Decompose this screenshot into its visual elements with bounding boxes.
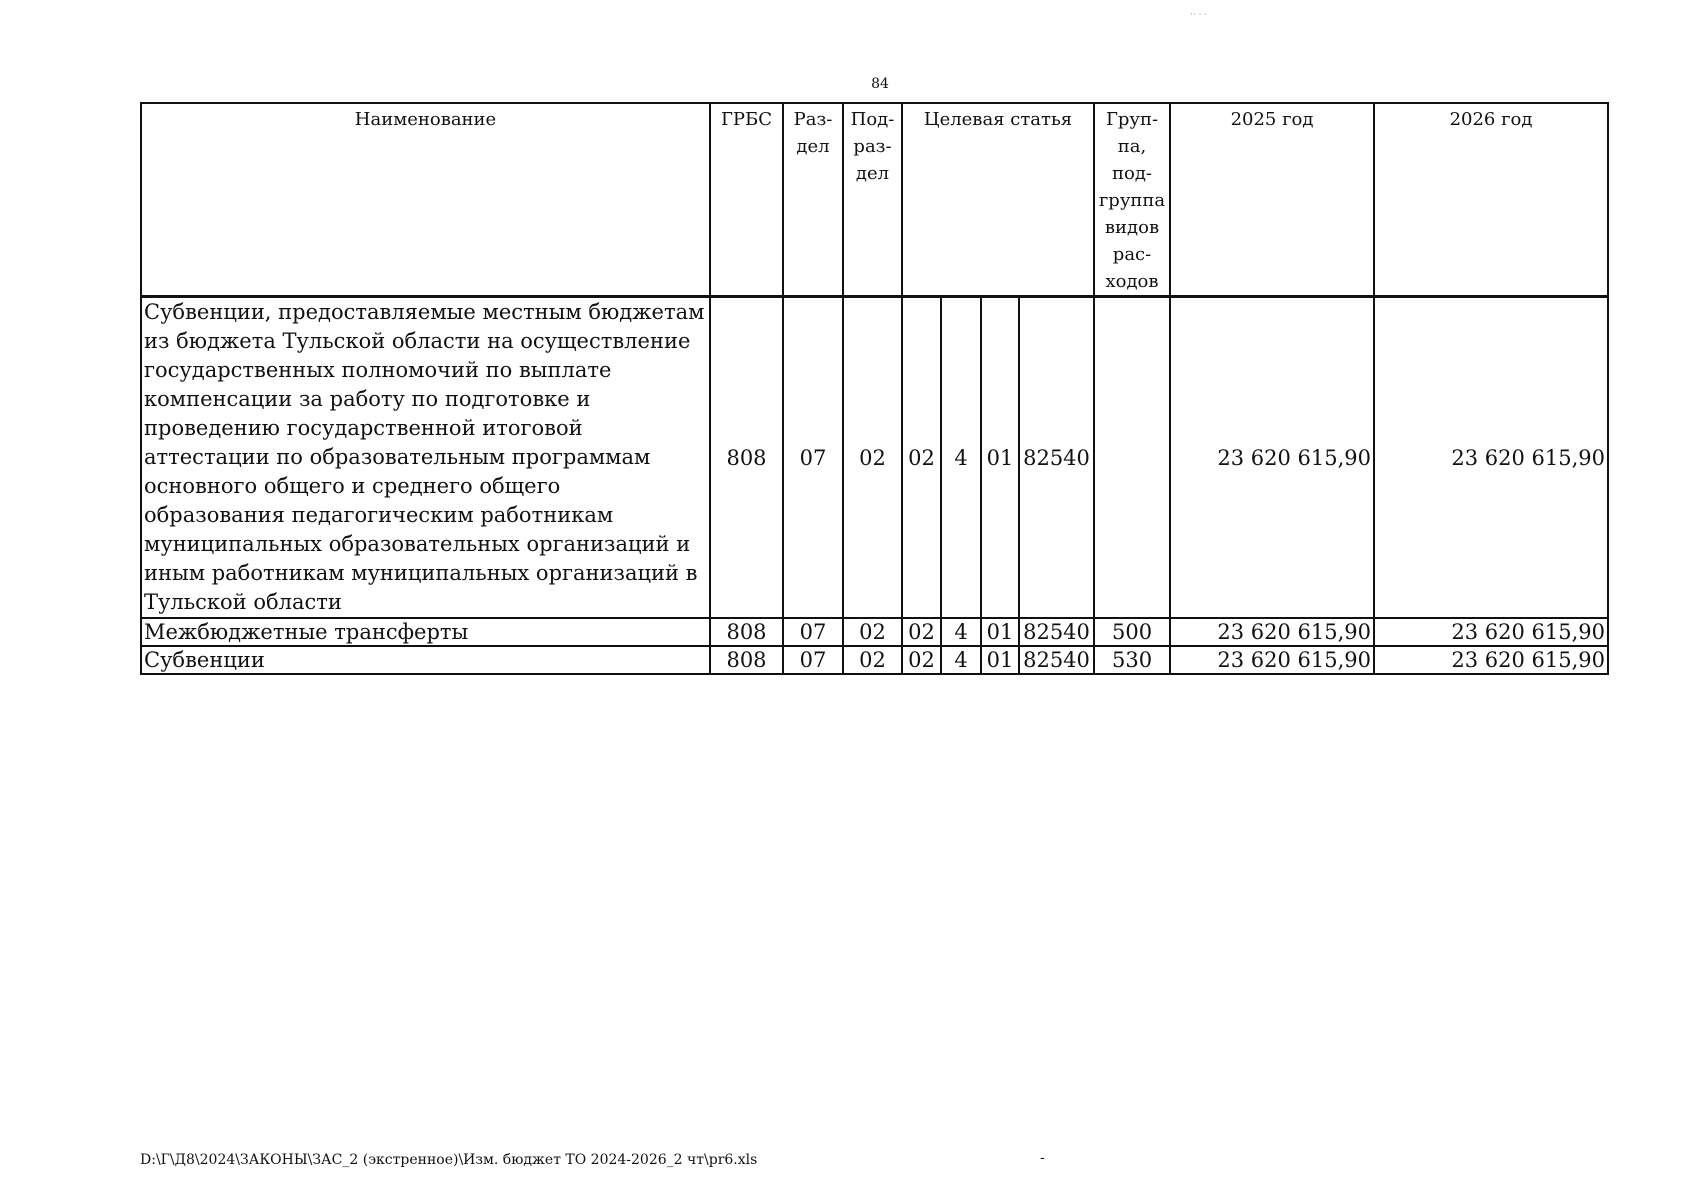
row-target-4: 82540 [1019, 618, 1094, 646]
file-path-footer: D:\Г\Д8\2024\ЗАКОНЫ\ЗАС_2 (экстренное)\Изм. бюджет ТО 2024-2026_2 чт\pr6.xls [140, 1152, 758, 1168]
row-grbs: 808 [710, 297, 783, 619]
row-name: Межбюджетные трансферты [141, 618, 710, 646]
table-row [141, 646, 1608, 674]
row-amount-2025: 23 620 615,90 [1170, 646, 1374, 674]
page-number: 84 [871, 76, 889, 92]
row-amount-2026: 23 620 615,90 [1374, 618, 1608, 646]
row-amount-2026: 23 620 615,90 [1374, 297, 1608, 619]
row-target-4: 82540 [1019, 646, 1094, 674]
table-row [141, 297, 1608, 619]
row-target-3: 01 [981, 297, 1019, 619]
table-row [141, 618, 1608, 646]
row-target-1: 02 [902, 618, 941, 646]
row-razdel: 07 [783, 646, 843, 674]
row-amount-2026: 23 620 615,90 [1374, 646, 1608, 674]
footer-mark: - [1040, 1150, 1045, 1166]
header-year-2026: 2026 год [1374, 103, 1608, 297]
header-podrazdel: Под- раз- дел [843, 103, 902, 297]
scan-artifact: ·· · · [1190, 10, 1208, 20]
row-name: Субвенции [141, 646, 710, 674]
header-expense-group: Груп- па, под- группа видов рас- ходов [1094, 103, 1170, 297]
row-target-3: 01 [981, 618, 1019, 646]
row-name: Субвенции, предоставляемые местным бюджетам из бюджета Тульской области на осуществление государственных полномочий по выплате компенсации за работу по подготовке и проведению государственной итоговой аттестации по образовательным программам основного общего и среднего общего образования педагогическим работникам муниципальных образовательных организаций и иным работникам муниципальных организаций в Тульской области [141, 297, 710, 619]
header-razdel: Раз- дел [783, 103, 843, 297]
row-target-2: 4 [941, 297, 981, 619]
header-grbs: ГРБС [710, 103, 783, 297]
row-grbs: 808 [710, 618, 783, 646]
row-target-2: 4 [941, 618, 981, 646]
row-expense-group: 500 [1094, 618, 1170, 646]
row-expense-group: 530 [1094, 646, 1170, 674]
row-target-1: 02 [902, 646, 941, 674]
row-razdel: 07 [783, 297, 843, 619]
row-amount-2025: 23 620 615,90 [1170, 297, 1374, 619]
row-target-2: 4 [941, 646, 981, 674]
header-year-2025: 2025 год [1170, 103, 1374, 297]
table-header-row [141, 103, 1608, 297]
row-grbs: 808 [710, 646, 783, 674]
row-target-3: 01 [981, 646, 1019, 674]
row-amount-2025: 23 620 615,90 [1170, 618, 1374, 646]
header-name: Наименование [141, 103, 710, 297]
row-podrazdel: 02 [843, 297, 902, 619]
row-target-4: 82540 [1019, 297, 1094, 619]
header-target-article: Целевая статья [902, 103, 1094, 297]
row-podrazdel: 02 [843, 646, 902, 674]
row-podrazdel: 02 [843, 618, 902, 646]
row-expense-group [1094, 297, 1170, 619]
budget-table [140, 102, 1609, 675]
row-target-1: 02 [902, 297, 941, 619]
row-razdel: 07 [783, 618, 843, 646]
